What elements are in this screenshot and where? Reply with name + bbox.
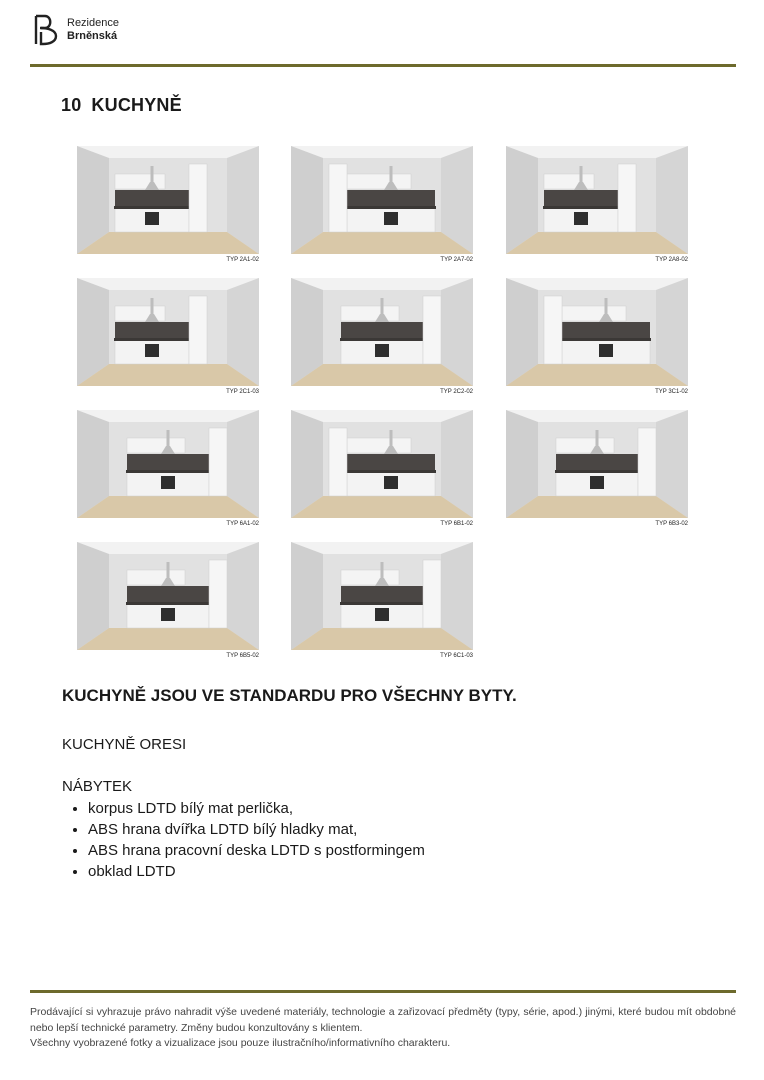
kitchen-render xyxy=(77,410,259,518)
render-caption: TYP 2C1-03 xyxy=(226,389,259,395)
disclaimer xyxy=(30,1005,736,1052)
kitchen-render xyxy=(506,278,688,386)
furniture-heading: NÁBYTEK xyxy=(62,778,133,795)
list-item: • ABS hrana pracovní deska LDTD s postformingem xyxy=(88,840,425,861)
kitchen-render xyxy=(77,146,259,254)
list-item: • ABS hrana dvířka LDTD bílý hladky mat, xyxy=(88,819,425,840)
standard-headline: KUCHYNĚ JSOU VE STANDARDU PRO VŠECHNY BYTY. xyxy=(62,686,517,705)
logo-line-2: Brněnská xyxy=(67,30,118,42)
kitchen-render xyxy=(291,278,473,386)
kitchen-render xyxy=(77,278,259,386)
furniture-list xyxy=(62,798,425,882)
logo-line-1: Rezidence xyxy=(67,17,119,29)
render-caption: TYP 2C2-02 xyxy=(440,389,473,395)
render-caption: TYP 2A7-02 xyxy=(440,257,473,263)
section-title-text: KUCHYNĚ xyxy=(91,95,182,115)
list-item: • korpus LDTD bílý mat perlička, xyxy=(88,798,425,819)
kitchen-render xyxy=(291,410,473,518)
kitchen-render xyxy=(506,410,688,518)
kitchen-render xyxy=(291,146,473,254)
logo-mark-icon xyxy=(33,14,59,46)
render-caption: TYP 2A1-02 xyxy=(226,257,259,263)
list-item: • obklad LDTD xyxy=(88,861,425,882)
footer-rule xyxy=(30,990,736,993)
header-rule xyxy=(30,64,736,67)
section-title xyxy=(61,95,182,116)
kitchen-render xyxy=(291,542,473,650)
disclaimer-line-1: Prodávající si vyhrazuje právo nahradit výše uvedené materiály, technologie a zařizovací předměty (typy, série, apod.) jinými, které budou mít obdobné nebo lepší technické parametry. Změny budou konzultovány s klientem. xyxy=(30,1006,736,1034)
section-number: 10 xyxy=(61,95,82,115)
brand-logo xyxy=(33,14,119,46)
render-caption: TYP 6B3-02 xyxy=(655,521,688,527)
kitchen-render xyxy=(506,146,688,254)
render-caption: TYP 6B5-02 xyxy=(226,653,259,659)
render-caption: TYP 6C1-03 xyxy=(440,653,473,659)
render-caption: TYP 2A8-02 xyxy=(655,257,688,263)
render-caption: TYP 6A1-02 xyxy=(226,521,259,527)
kitchen-render xyxy=(77,542,259,650)
render-caption: TYP 3C1-02 xyxy=(655,389,688,395)
disclaimer-line-2: Všechny vyobrazené fotky a vizualizace jsou pouze ilustračního/informativního charakteru. xyxy=(30,1037,451,1049)
render-caption: TYP 6B1-02 xyxy=(440,521,473,527)
kitchen-brand: KUCHYNĚ ORESI xyxy=(62,736,187,753)
